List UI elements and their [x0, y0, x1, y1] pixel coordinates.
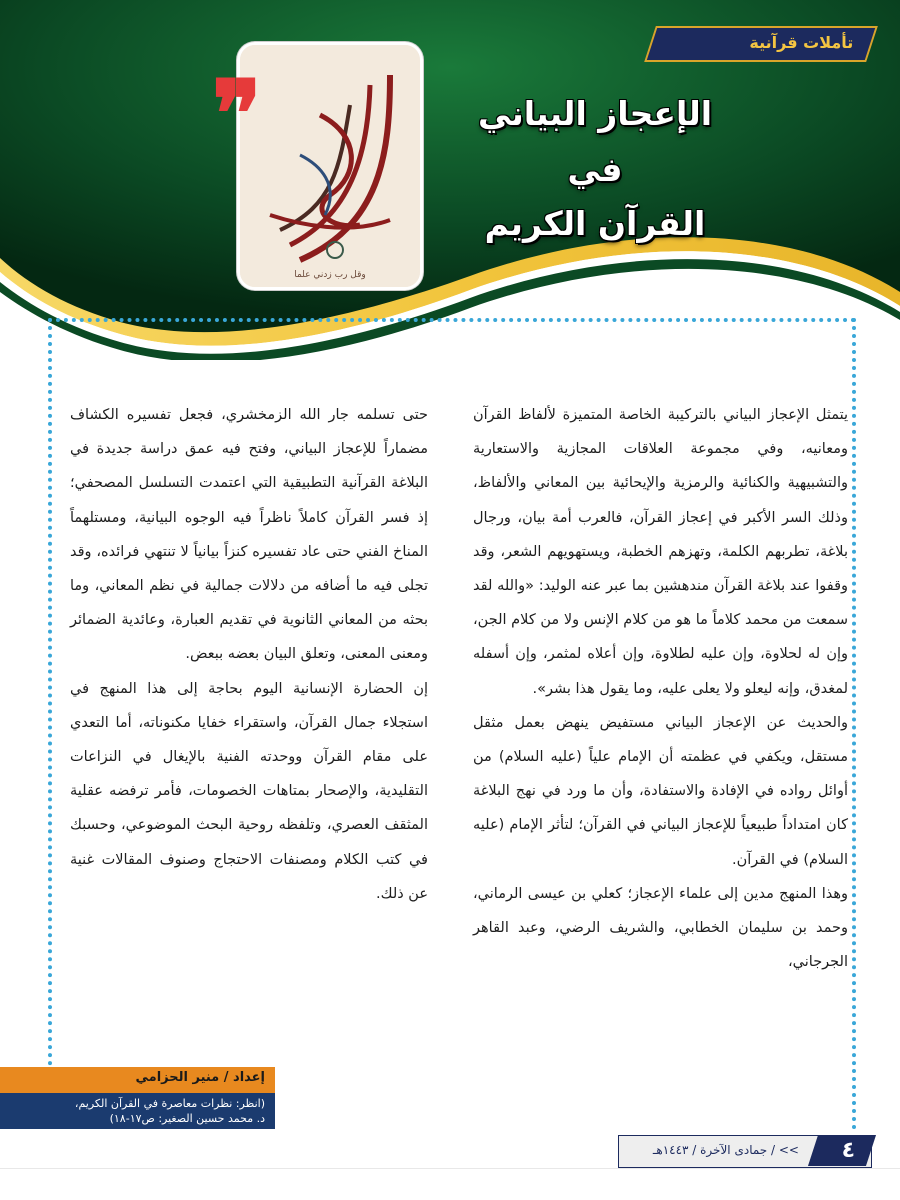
- paragraph: يتمثل الإعجاز البياني بالتركيبة الخاصة المتميزة لألفاظ القرآن ومعانيه، وفي مجموعة العلاقات المجازية والاستعارية والتشبيهية والكنائية والرمزية والإيحائية بين المعاني والألفاظ، وذلك السر الأكبر في إعجاز القرآن، فالعرب أمة بيان، ورجال بلاغة، تطربهم الكلمة، وتهزهم الخطبة، ويستهويهم الشعر، وقد وقفوا عند بلاغة القرآن مندهشين بما عبر عنه الوليد: «والله لقد سمعت من محمد كلاماً ما هو من كلام الإنس ولا من كلام الجن، وإن له لحلاوة، وإن عليه لطلاوة، وإن أعلاه لمثمر، وإن أسفله لمغدق، وإنه ليعلو ولا يعلى عليه، وما يقول هذا بشر».: [473, 407, 848, 697]
- reference-box: [0, 1093, 275, 1129]
- paragraph: والحديث عن الإعجاز البياني مستفيض ينهض بعمل مثقل مستقل، ويكفي في عظمته أن الإمام علياً (عليه السلام) من أوائل رواده في الإفادة والاستفادة، وأن ما ورد في نهج البلاغة كان امتداداً طبيعياً للإعجاز البياني في القرآن؛ لتأثر الإمام (عليه السلام) في القرآن.: [473, 714, 848, 868]
- issue-date: >> / جمادى الآخرة / ١٤٤٣هـ: [652, 1143, 799, 1157]
- author-name: إعداد / منير الحزامي: [0, 1067, 275, 1093]
- paragraph: وهذا المنهج مدين إلى علماء الإعجاز؛ كعلي بن عيسى الرماني، وحمد بن سليمان الخطابي، والشريف الرضي، وعبد القاهر الجرجاني،: [473, 885, 848, 971]
- page-footer: [618, 1135, 872, 1168]
- reference-line-1: (انظر: نظرات معاصرة في القرآن الكريم،: [74, 1097, 265, 1110]
- footer-divider: [0, 1168, 900, 1169]
- article-title-line-1: الإعجاز البياني: [477, 94, 713, 133]
- article-column-left: [70, 398, 428, 911]
- paragraph: حتى تسلمه جار الله الزمخشري، فجعل تفسيره الكشاف مضماراً للإعجاز البياني، وفتح فيه عمق دراسة جديدة في البلاغة القرآنية التطبيقية التي اعتمدت التسلسل المصحفي؛ إذ فسر القرآن كاملاً ناظراً فيه الوجوه البيانية، ومستلهماً المناخ الفني حتى عاد تفسيره كنزاً بيانياً لا تنتهي فرائده، وقد تجلى فيه ما أضافه من دلالات جمالية في نظم المعاني، وما بحثه من المعاني الثانوية في تقديم العبارة، وعائدية الضمائر ومعنى المعنى، وتعلق البيان بعضه ببعض.: [70, 407, 428, 663]
- section-tag-label: تأملات قرآنية: [749, 33, 854, 52]
- quote-mark-icon: ❞: [212, 60, 262, 168]
- article-title-line-2: في: [567, 150, 623, 189]
- reference-line-2: د. محمد حسين الصغير: ص١٧-١٨): [109, 1112, 265, 1125]
- calligraphy-text: وقل رب زدني علما: [294, 270, 366, 280]
- author-credit: [0, 1067, 275, 1129]
- article-title-line-3: القرآن الكريم: [484, 204, 706, 243]
- calligraphy-image: [237, 42, 423, 290]
- paragraph: إن الحضارة الإنسانية اليوم بحاجة إلى هذا المنهج في استجلاء جمال القرآن، واستقراء خفايا مكنوناته، أما التعدي على مقام القرآن ووحدته الفنية بالإيغال في النزاعات التقليدية، والإصحار بمتاهات الخصومات، فأمر ترفضه عقلية المثقف العصري، وتلفظه روحية البحث الموضوعي، وحسبك في كتب الكلام ومصنفات الاحتجاج وصنوف المقالات غنية عن ذلك.: [70, 680, 428, 902]
- calligraphy-artwork: [240, 45, 420, 287]
- article-column-right: [473, 398, 848, 979]
- page-number: ٤: [841, 1138, 855, 1163]
- section-tag: [644, 26, 878, 62]
